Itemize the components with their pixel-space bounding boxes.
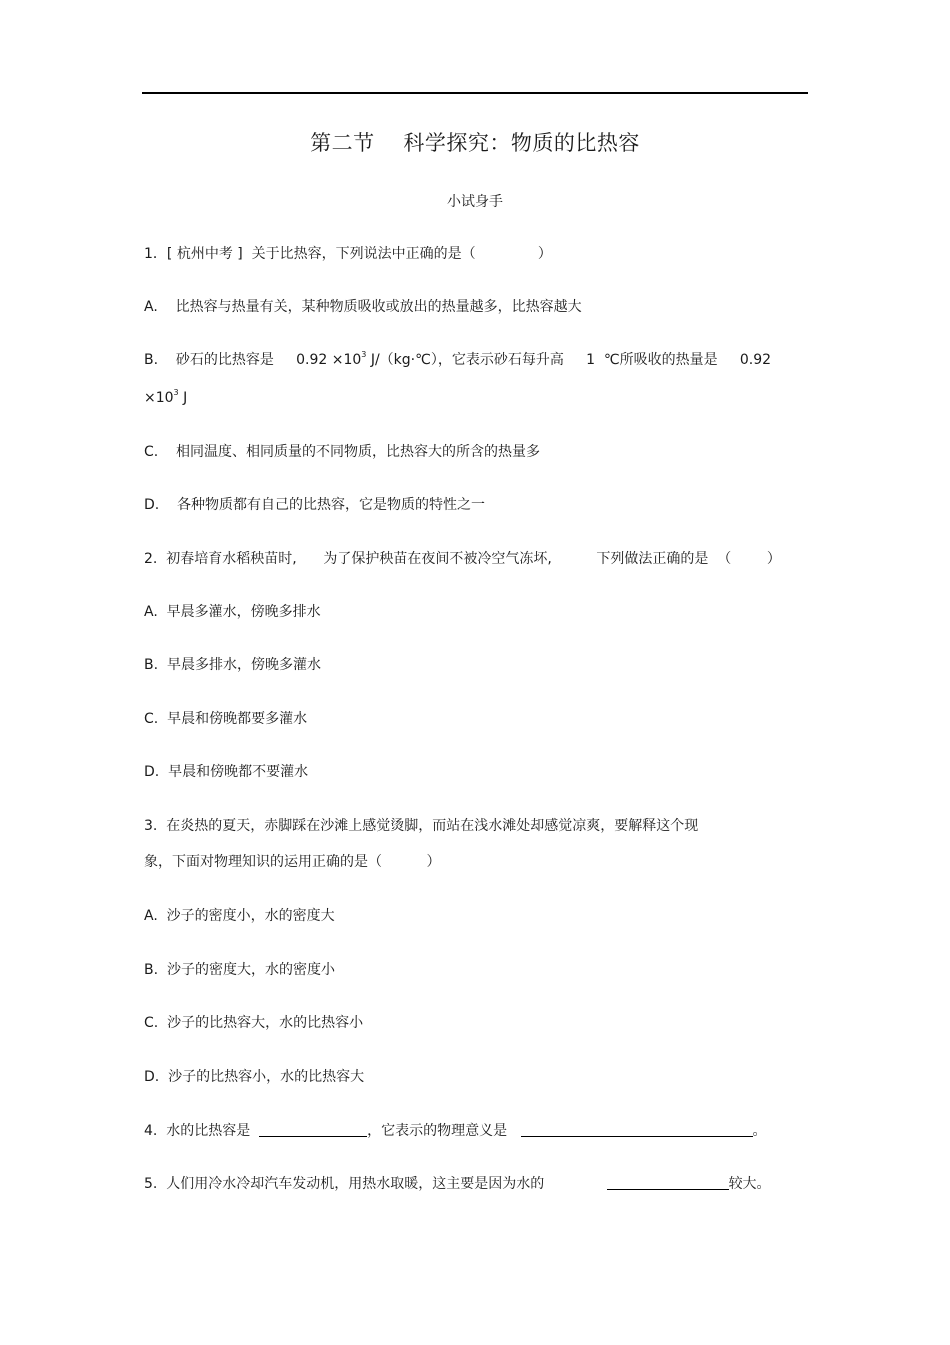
page-title: 第二节 科学探究：物质的比热容 xyxy=(310,131,640,155)
question-4: 4. 水的比热容是 ，它表示的物理意义是 。 xyxy=(144,1123,767,1139)
question-1-stem: 1．[ 杭州中考 ] 关于比热容，下列说法中正确的是（ ） xyxy=(144,246,552,262)
question-1-option-a: A. 比热容与热量有关，某种物质吸收或放出的热量越多，比热容越大 xyxy=(144,299,582,315)
question-3-stem: 3. 在炎热的夏天，赤脚踩在沙滩上感觉烫脚，而站在浅水滩处却感觉凉爽，要解释这个现 xyxy=(144,818,699,834)
question-2-stem: 2. 初春培育水稻秧苗时, 为了保护秧苗在夜间不被冷空气冻坏, 下列做法正确的是 （ ） xyxy=(144,551,781,567)
question-2-option-a: A. 早晨多灌水，傍晚多排水 xyxy=(144,604,321,620)
question-2-option-c: C. 早晨和傍晚都要多灌水 xyxy=(144,711,308,727)
question-1-option-b: B. 砂石的比热容是 $0.92 \times 10^3$ J/（kg·℃），它表示砂石每升高 1 ℃所吸收的热量是 0.92 xyxy=(144,350,772,368)
question-1-option-b-continued: $\times 10^3$ J xyxy=(144,388,188,406)
question-1-option-c: C. 相同温度、相同质量的不同物质，比热容大的所含的热量多 xyxy=(144,444,541,460)
answer-blank[interactable] xyxy=(521,1122,753,1137)
question-5: 5. 人们用冷水冷却汽车发动机，用热水取暖，这主要是因为水的 较大。 xyxy=(144,1176,771,1192)
answer-blank[interactable] xyxy=(607,1175,729,1190)
question-3-stem-continued: 象，下面对物理知识的运用正确的是（ ） xyxy=(144,854,441,870)
question-3-option-d: D. 沙子的比热容小，水的比热容大 xyxy=(144,1069,365,1085)
question-1-option-d: D. 各种物质都有自己的比热容，它是物质的特性之一 xyxy=(144,497,486,513)
question-2-option-d: D. 早晨和傍晚都不要灌水 xyxy=(144,764,309,780)
question-2-option-b: B. 早晨多排水，傍晚多灌水 xyxy=(144,657,321,673)
question-3-option-b: B. 沙子的密度大，水的密度小 xyxy=(144,962,335,978)
question-3-option-a: A. 沙子的密度小，水的密度大 xyxy=(144,908,335,924)
question-3-option-c: C. 沙子的比热容大，水的比热容小 xyxy=(144,1015,364,1031)
top-rule xyxy=(142,92,808,94)
answer-blank[interactable] xyxy=(259,1122,367,1137)
section-heading: 小试身手 xyxy=(447,194,503,210)
